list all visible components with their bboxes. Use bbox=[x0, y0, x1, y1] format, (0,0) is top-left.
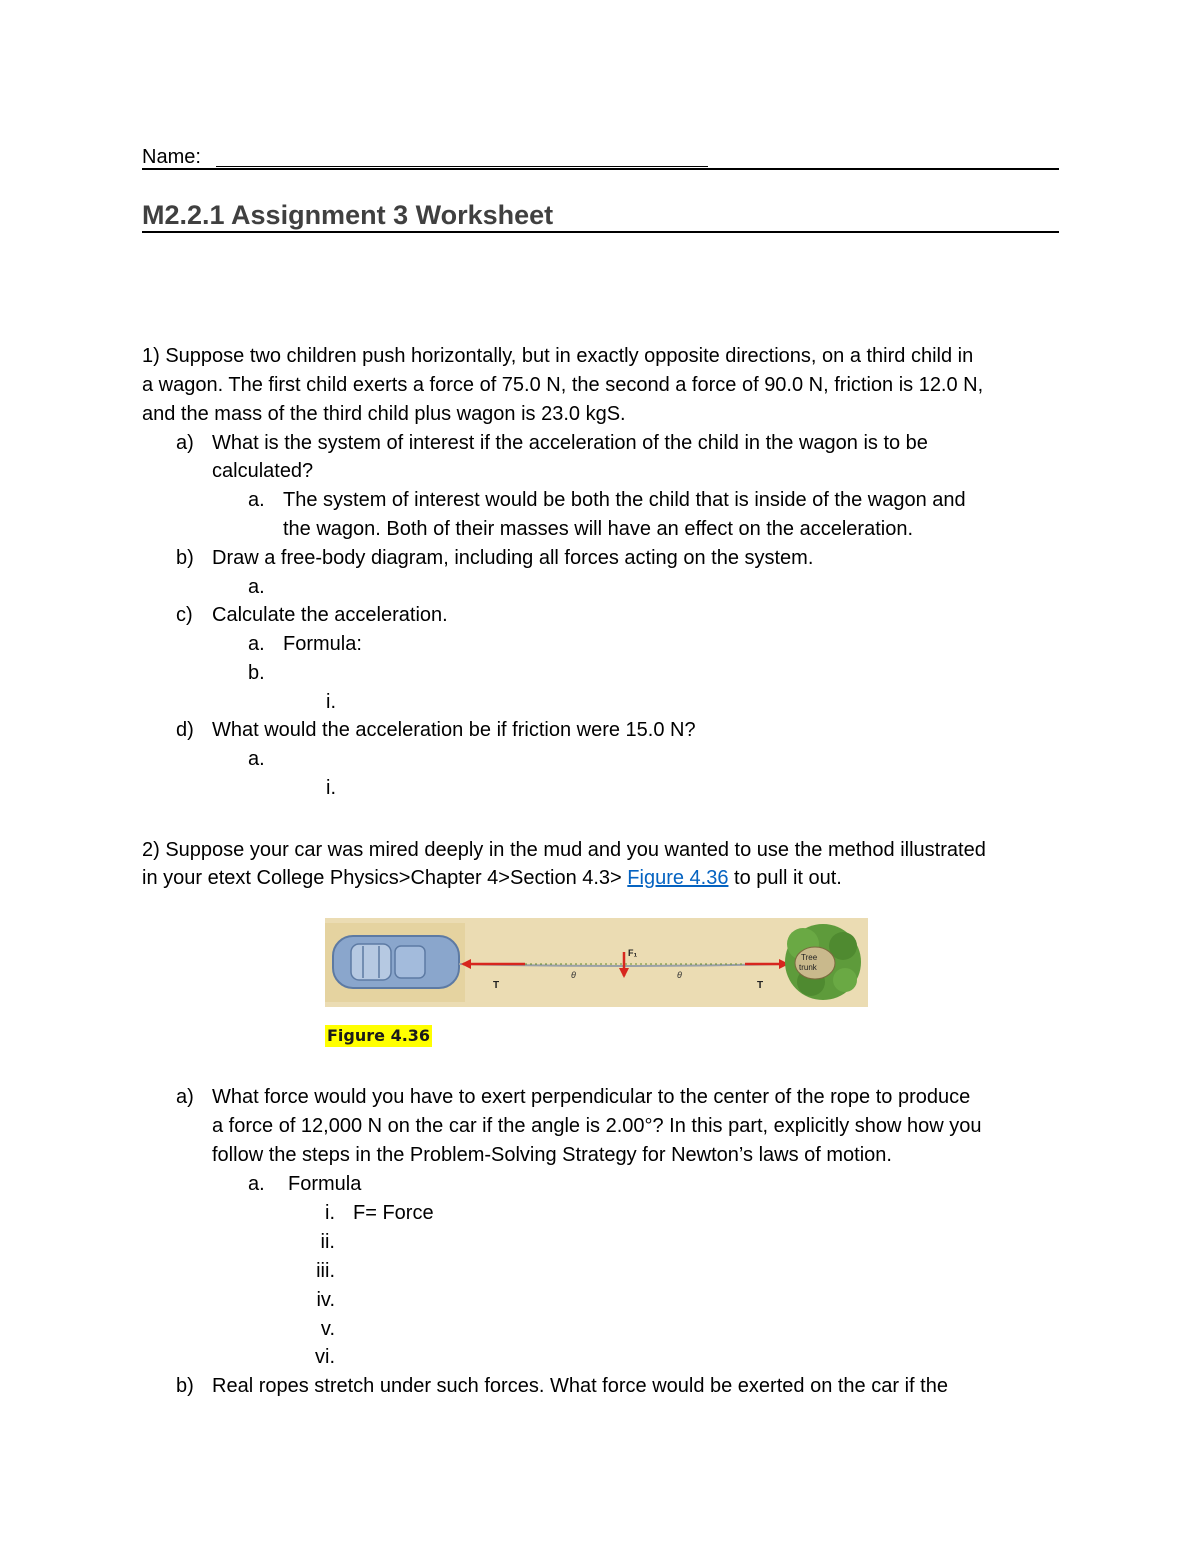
name-label: Name: bbox=[142, 146, 201, 168]
figure-4-36-link[interactable]: Figure 4.36 bbox=[627, 867, 729, 889]
q1b-marker: b) bbox=[176, 547, 194, 569]
q1c-marker: c) bbox=[176, 604, 193, 626]
tension-label-right: T bbox=[757, 980, 764, 991]
q1b-sub-a: a. bbox=[248, 576, 265, 598]
q1d-sub-i: i. bbox=[326, 777, 336, 799]
q1a-text-line2: calculated? bbox=[212, 460, 314, 482]
tension-label-left: T bbox=[493, 980, 500, 991]
q1-prompt-line2: a wagon. The first child exerts a force of 75.0 N, the second a force of 90.0 N, friction is 12.0 N, bbox=[142, 374, 984, 396]
header-rule-top bbox=[142, 168, 1059, 170]
q1a-answer-line2: the wagon. Both of their masses will have an effect on the acceleration. bbox=[283, 518, 913, 540]
q1a-answer-marker: a. bbox=[248, 489, 265, 511]
figure-4-36-image bbox=[325, 918, 868, 1007]
name-underline bbox=[216, 166, 708, 167]
q2a-roman-ii-marker: ii. bbox=[320, 1231, 335, 1253]
angle-label-left: θ bbox=[571, 970, 576, 980]
q2a-text-line2: a force of 12,000 N on the car if the angle is 2.00°? In this part, explicitly show how you bbox=[212, 1115, 982, 1137]
q2b-marker: b) bbox=[176, 1375, 194, 1397]
q2-prompt-line2-after: to pull it out. bbox=[728, 867, 842, 889]
q2a-roman-i-text: F= Force bbox=[353, 1202, 434, 1224]
q2a-sub-a-marker: a. bbox=[248, 1173, 265, 1195]
q2a-text-line3: follow the steps in the Problem-Solving Strategy for Newton’s laws of motion. bbox=[212, 1144, 892, 1166]
q2a-marker: a) bbox=[176, 1086, 194, 1108]
q1d-marker: d) bbox=[176, 719, 194, 741]
q2-prompt-line2 bbox=[142, 864, 842, 893]
q2-prompt-line1: 2) Suppose your car was mired deeply in the mud and you wanted to use the method illustrated bbox=[142, 839, 986, 861]
q1d-text: What would the acceleration be if friction were 15.0 N? bbox=[212, 719, 696, 741]
q2a-roman-iii-marker: iii. bbox=[316, 1260, 335, 1282]
tree-label-line1: Tree bbox=[801, 953, 818, 962]
q2-prompt-line2-before: in your etext College Physics>Chapter 4>Section 4.3> bbox=[142, 867, 628, 889]
q1d-sub-a: a. bbox=[248, 748, 265, 770]
car-icon bbox=[333, 936, 459, 988]
q1c-sub-i: i. bbox=[326, 691, 336, 713]
tree-label-line2: trunk bbox=[799, 963, 817, 972]
q1c-sub-a-marker: a. bbox=[248, 633, 265, 655]
q1a-text-line1: What is the system of interest if the acceleration of the child in the wagon is to be bbox=[212, 432, 928, 454]
q1-prompt-line3: and the mass of the third child plus wagon is 23.0 kgS. bbox=[142, 403, 626, 425]
q2a-roman-vi-marker: vi. bbox=[315, 1346, 335, 1368]
header-rule-bottom bbox=[142, 231, 1059, 233]
q2a-roman-v-marker: v. bbox=[320, 1318, 335, 1340]
q2a-roman-iv-marker: iv. bbox=[316, 1289, 335, 1311]
q1a-marker: a) bbox=[176, 432, 194, 454]
force-label: F₁ bbox=[628, 948, 638, 958]
q1a-answer-line1: The system of interest would be both the child that is inside of the wagon and bbox=[283, 489, 966, 511]
figure-caption: Figure 4.36 bbox=[327, 1026, 431, 1045]
q1c-sub-a-text: Formula: bbox=[283, 633, 362, 655]
q1c-sub-b: b. bbox=[248, 662, 265, 684]
figure-4-36-svg bbox=[325, 918, 868, 1007]
q2b-text-line1: Real ropes stretch under such forces. What force would be exerted on the car if the bbox=[212, 1375, 948, 1397]
q2a-roman-i-marker: i. bbox=[325, 1202, 335, 1224]
tree-trunk-icon bbox=[785, 924, 861, 1000]
q1b-text: Draw a free-body diagram, including all forces acting on the system. bbox=[212, 547, 814, 569]
q1-prompt-line1: 1) Suppose two children push horizontally, but in exactly opposite directions, on a third child in bbox=[142, 345, 974, 367]
q2a-text-line1: What force would you have to exert perpendicular to the center of the rope to produce bbox=[212, 1086, 971, 1108]
angle-label-right: θ bbox=[677, 970, 682, 980]
q1c-text: Calculate the acceleration. bbox=[212, 604, 448, 626]
q2a-sub-a-text: Formula bbox=[288, 1173, 362, 1195]
page-title: M2.2.1 Assignment 3 Worksheet bbox=[142, 200, 554, 230]
